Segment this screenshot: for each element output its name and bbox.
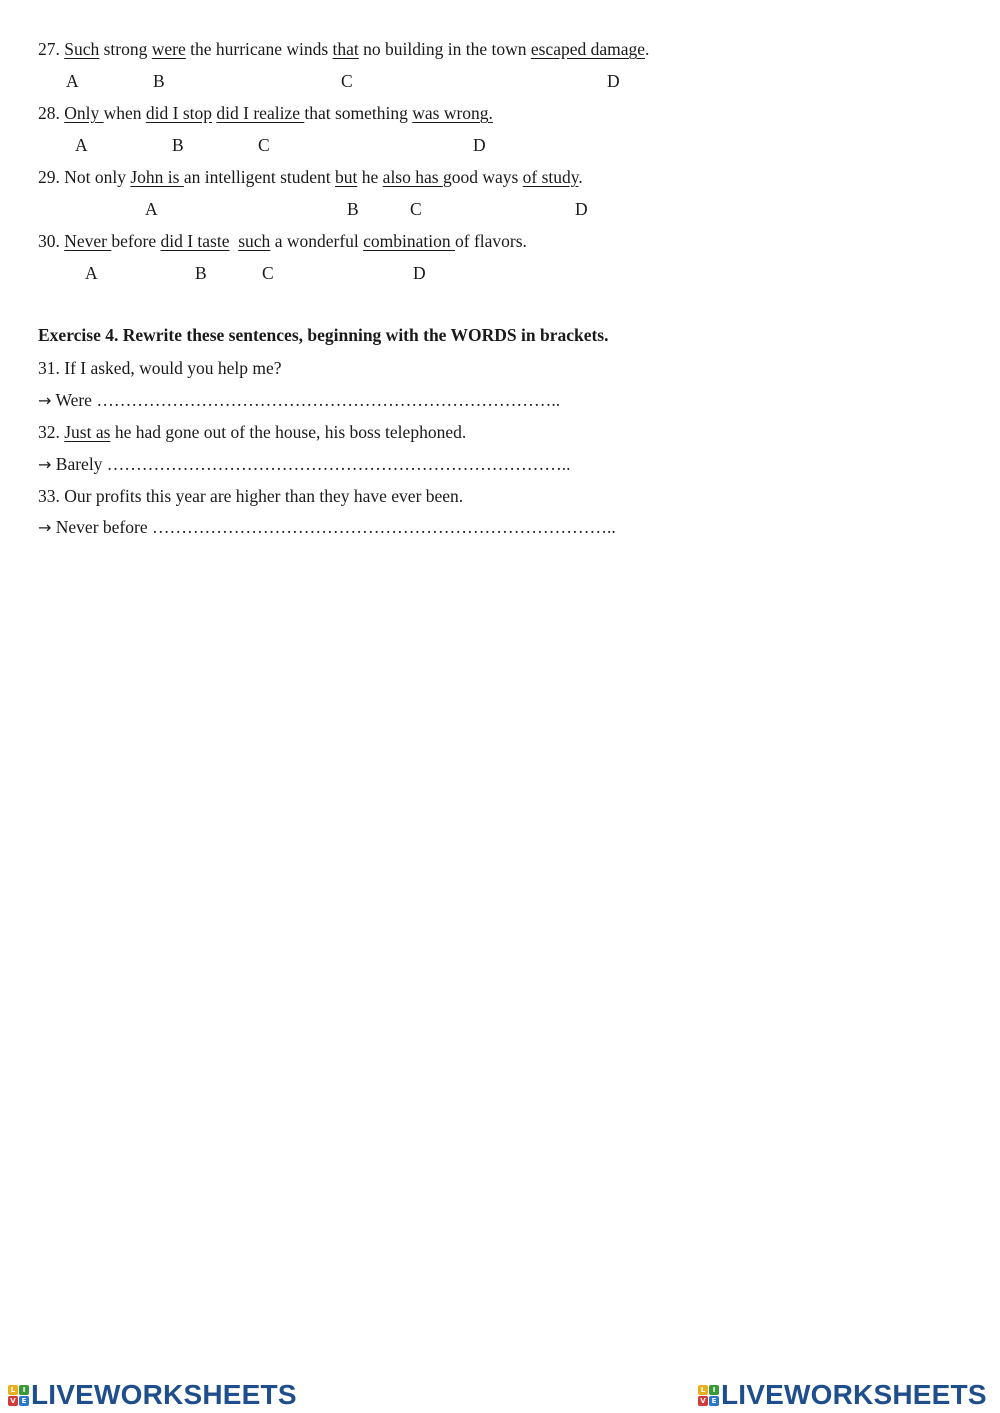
answer-line-33[interactable]: → Never before …………………………………………………………………….. [38,517,616,537]
question-30: 30. Never before did I taste such a wonderful combination of flavors. [38,231,527,251]
liveworksheets-logo-right[interactable] [698,1380,987,1410]
arrow-icon: → [38,455,52,474]
liveworksheets-mark-icon: L I V E [698,1385,719,1406]
label-a: A [66,71,79,91]
option-c-text: did I realize [216,103,305,123]
option-c-text: that [332,39,359,59]
option-a-text: John is [130,167,184,187]
brand-name: LIVEWORKSHEETS [721,1379,987,1410]
option-a-text: Such [64,39,100,59]
label-c: C [262,263,274,283]
label-c: C [258,135,270,155]
label-c: C [410,199,422,219]
label-b: B [172,135,184,155]
option-b-text: did I taste [160,231,230,251]
exercise-4-title: Exercise 4. Rewrite these sentences, beginning with the WORDS in brackets. [38,325,609,345]
label-a: A [145,199,158,219]
option-a-text: Never [64,231,112,251]
label-d: D [473,135,486,155]
answer-line-32[interactable]: → Barely …………………………………………………………………….. [38,454,571,474]
arrow-icon: → [38,518,52,537]
option-d-text: was wrong. [412,103,493,123]
label-b: B [195,263,207,283]
option-a-text: Only [64,103,104,123]
question-28: 28. Only when did I stop did I realize that something was wrong. [38,103,493,123]
liveworksheets-mark-icon: L I V E [8,1385,29,1406]
question-33: 33. Our profits this year are higher than they have ever been. [38,486,464,506]
option-d-text: escaped damage [530,39,646,59]
option-b-text: were [151,39,186,59]
label-d: D [607,71,620,91]
option-c-text: also has [382,167,443,187]
label-c: C [341,71,353,91]
brand-name: LIVEWORKSHEETS [31,1379,297,1410]
question-31: 31. If I asked, would you help me? [38,358,282,378]
option-c-text: such [238,231,271,251]
question-27: 27. Such strong were the hurricane winds that no building in the town escaped damage. [38,39,650,59]
label-a: A [75,135,88,155]
option-d-text: of study [522,167,579,187]
arrow-icon: → [38,391,52,410]
answer-line-31[interactable]: → Were …………………………………………………………………….. [38,390,561,410]
option-b-text: but [335,167,358,187]
question-29: 29. Not only John is an intelligent student but he also has good ways of study. [38,167,583,187]
label-b: B [347,199,359,219]
question-32: 32. Just as he had gone out of the house, his boss telephoned. [38,422,467,442]
label-b: B [153,71,165,91]
liveworksheets-logo-left[interactable] [8,1380,297,1410]
label-d: D [413,263,426,283]
label-a: A [85,263,98,283]
label-d: D [575,199,588,219]
option-b-text: did I stop [145,103,213,123]
option-d-text: combination [363,231,455,251]
